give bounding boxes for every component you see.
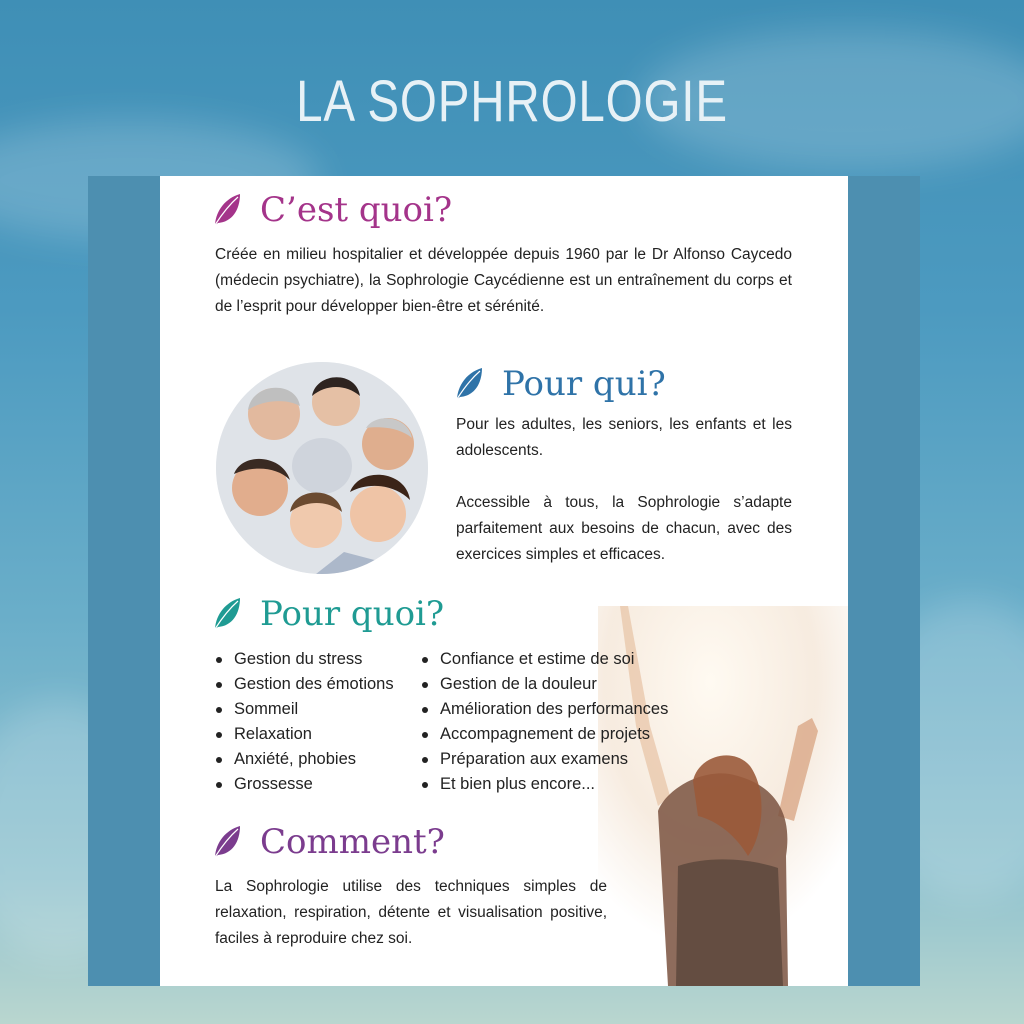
- cest-quoi-text: Créée en milieu hospitalier et développée depuis 1960 par le Dr Alfonso Caycedo (médecin psychiatre), la Sophrologie Caycédienne est un entraînement du corps et de l’esprit pour développer bien-être et sérénité.: [215, 246, 792, 315]
- section-pour-quoi-header: [212, 594, 444, 634]
- list-item: Et bien plus encore...: [420, 772, 668, 797]
- leaf-icon: [212, 192, 242, 228]
- page-title: LA SOPHROLOGIE: [296, 69, 728, 134]
- section-comment-header: [212, 822, 445, 862]
- section-pour-qui-header: [454, 364, 666, 404]
- leaf-icon: [212, 596, 242, 632]
- section-title: Pour qui?: [502, 364, 666, 404]
- list-item: Gestion du stress: [214, 647, 394, 672]
- pour-qui-text-1: Pour les adultes, les seniors, les enfants et les adolescents.: [456, 416, 792, 459]
- list-item: Accompagnement de projets: [420, 722, 668, 747]
- list-item: Anxiété, phobies: [214, 747, 394, 772]
- content-card: [160, 176, 848, 986]
- leaf-icon: [212, 824, 242, 860]
- list-item: Grossesse: [214, 772, 394, 797]
- leaf-icon: [454, 366, 484, 402]
- family-photo: [216, 362, 428, 574]
- list-item: Confiance et estime de soi: [420, 647, 668, 672]
- list-item: Relaxation: [214, 722, 394, 747]
- pour-qui-text-2: Accessible à tous, la Sophrologie s’adapte parfaitement aux besoins de chacun, avec des exercices simples et efficaces.: [456, 494, 792, 563]
- pour-quoi-list-left: [214, 647, 394, 797]
- list-item: Gestion de la douleur: [420, 672, 668, 697]
- list-item: Préparation aux examens: [420, 747, 668, 772]
- section-title: Comment?: [260, 822, 445, 862]
- pour-quoi-list-right: [420, 647, 668, 797]
- section-title: C’est quoi?: [260, 190, 453, 230]
- list-item: Amélioration des performances: [420, 697, 668, 722]
- section-title: Pour quoi?: [260, 594, 445, 634]
- list-item: Sommeil: [214, 697, 394, 722]
- section-cest-quoi-header: [212, 190, 452, 230]
- list-item: Gestion des émotions: [214, 672, 394, 697]
- comment-text: La Sophrologie utilise des techniques simples de relaxation, respiration, détente et visualisation positive, faciles à reproduire chez soi.: [215, 878, 607, 947]
